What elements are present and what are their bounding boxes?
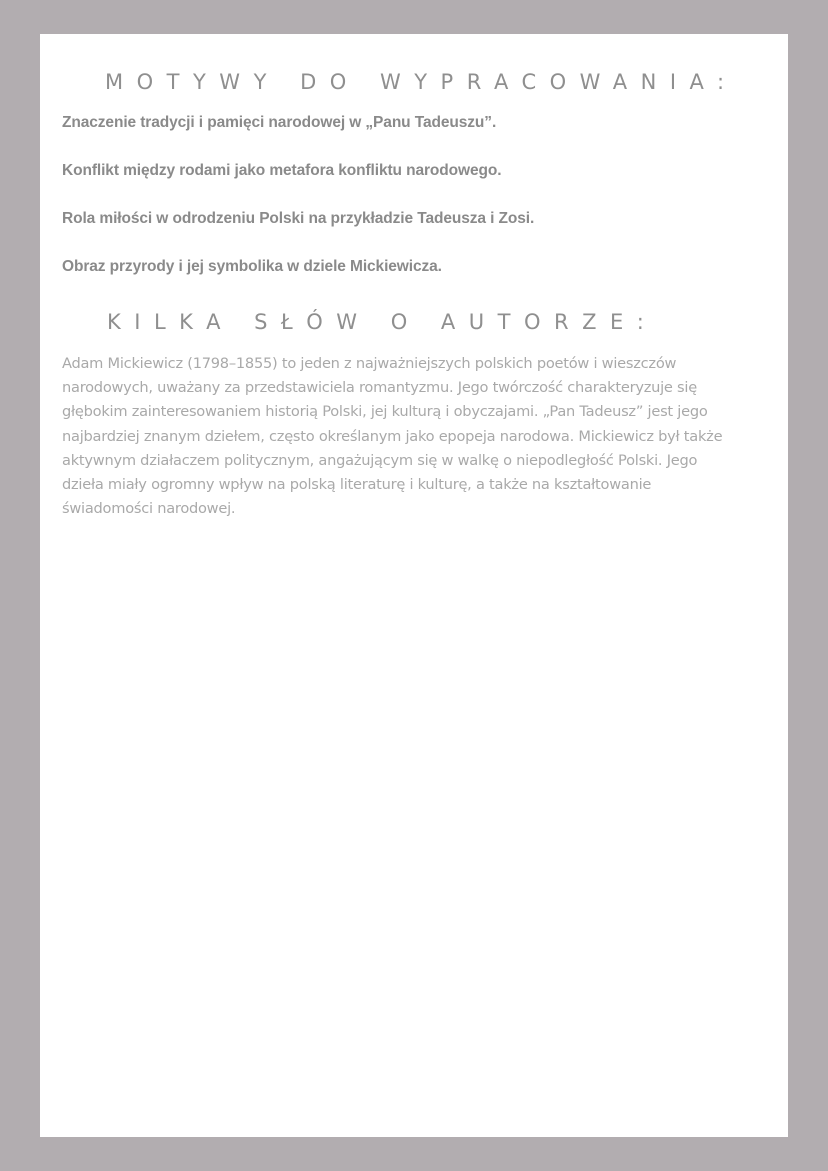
author-bio [62,352,778,521]
motifs-heading: MOTYWY DO WYPRACOWANIA: [105,70,738,94]
motif-item-conflict: Konflikt między rodami jako metafora konfliktu narodowego. [62,162,502,179]
bio-line: głębokim zainteresowaniem historią Polski, jej kulturą i obyczajami. „Pan Tadeusz” jest jego [62,403,708,421]
author-heading: KILKA SŁÓW O AUTORZE: [107,310,658,334]
bio-line: dzieła miały ogromny wpływ na polską literaturę i kulturę, a także na kształtowanie [62,476,652,494]
bio-line: narodowych, uważany za przedstawiciela romantyzmu. Jego twórczość charakteryzuje się [62,379,697,397]
motif-item-tradition: Znaczenie tradycji i pamięci narodowej w „Panu Tadeuszu”. [62,114,497,131]
motif-item-love: Rola miłości w odrodzeniu Polski na przykładzie Tadeusza i Zosi. [62,210,535,227]
bio-line: Adam Mickiewicz (1798–1855) to jeden z najważniejszych polskich poetów i wieszczów [62,355,677,372]
document-page [40,34,788,1137]
bio-line: świadomości narodowej. [62,500,236,518]
bio-line: najbardziej znanym dziełem, często określanym jako epopeja narodowa. Mickiewicz był także [62,427,723,445]
bio-line: aktywnym działaczem politycznym, angażującym się w walkę o niepodległość Polski. Jego [62,451,698,469]
motif-item-nature: Obraz przyrody i jej symbolika w dziele Mickiewicza. [62,258,442,275]
